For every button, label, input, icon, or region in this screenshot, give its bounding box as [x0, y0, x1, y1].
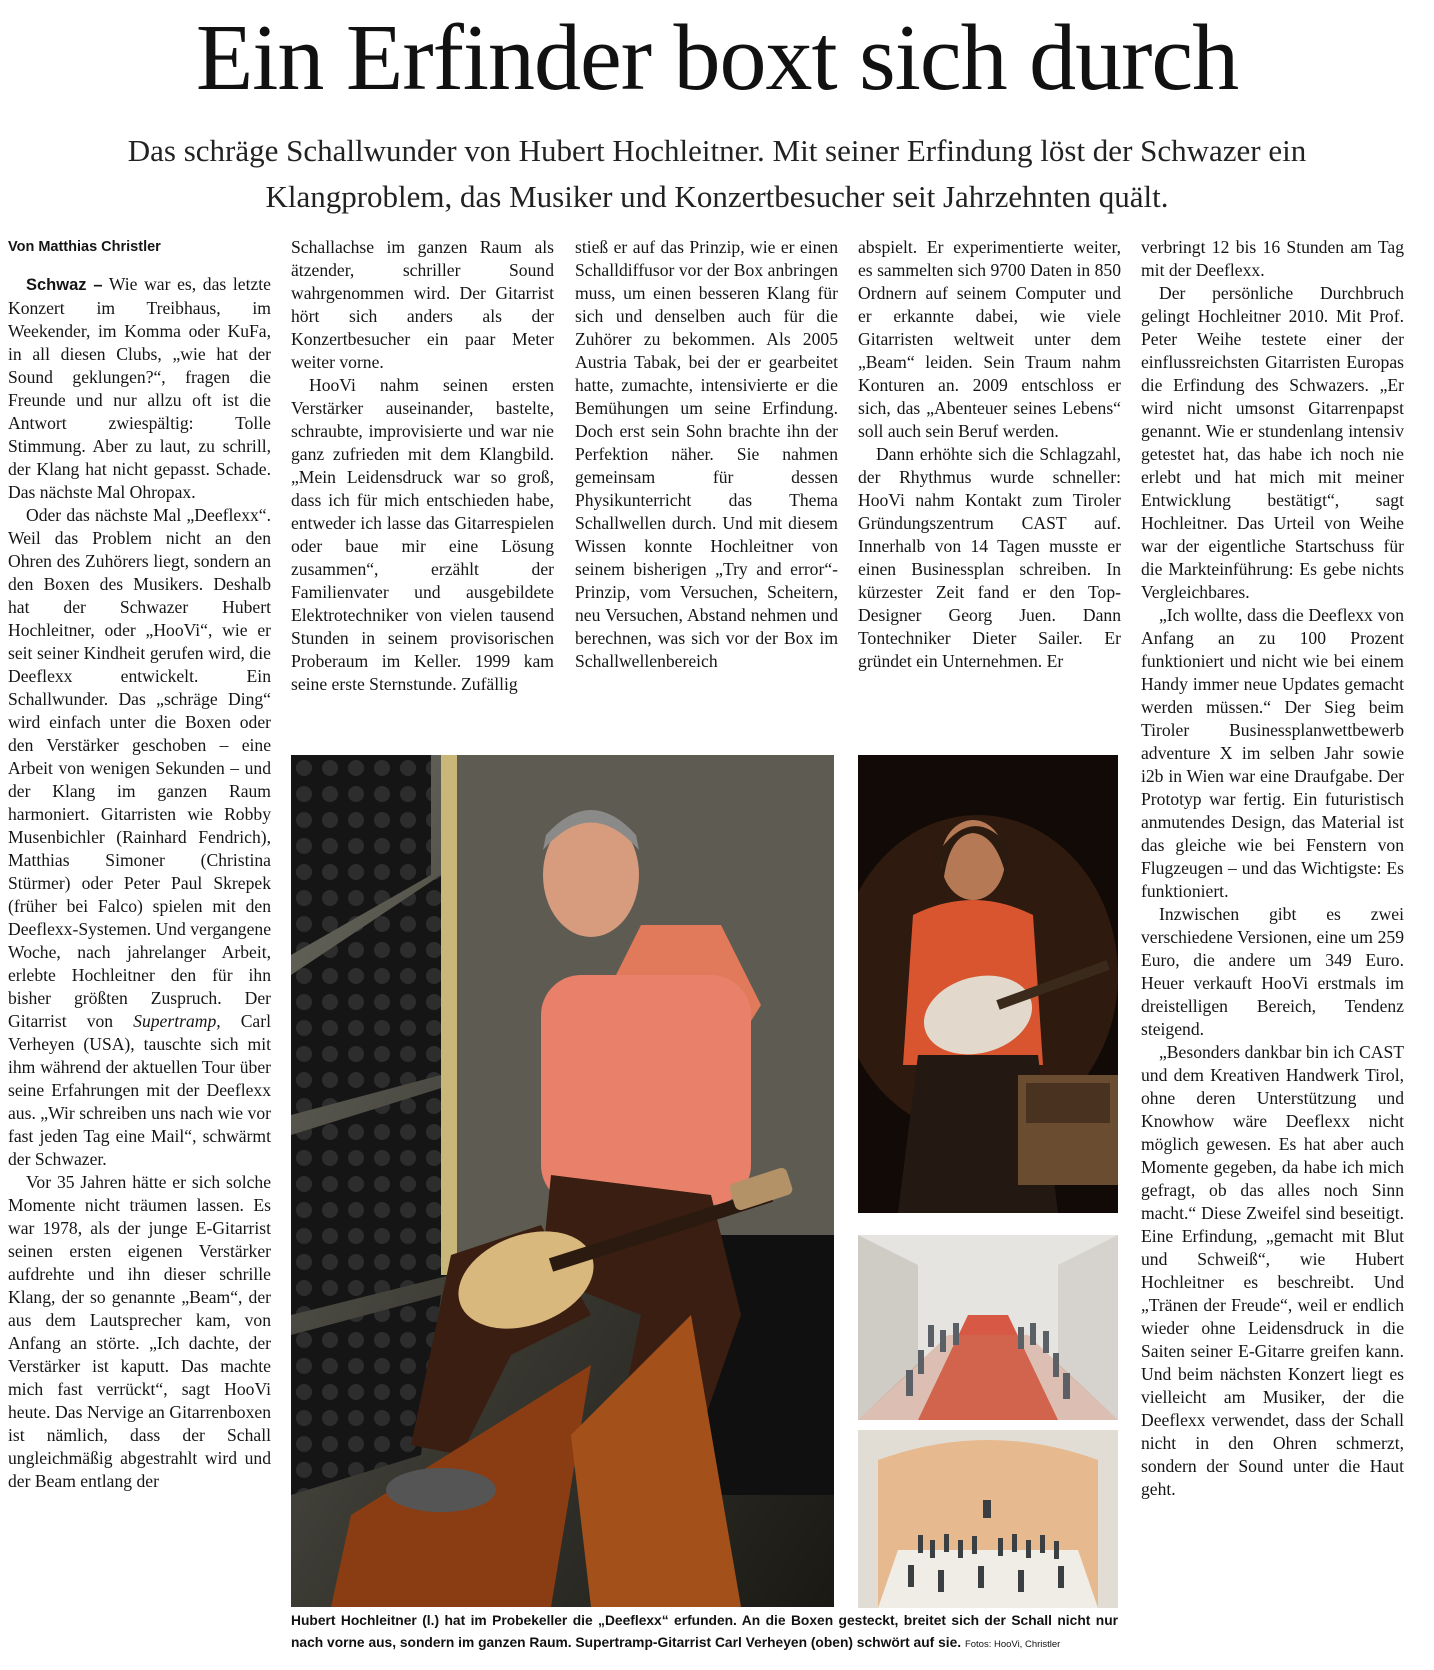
paragraph: Der persönliche Durchbruch gelingt Hochleitner 2010. Mit Prof. Peter Weihe testete einer der einflussreichsten Gitarristen Europas die Erfindung des Schwazers. „Er wird nicht umsonst Gitarrenpapst genannt. Wie er stundenlang intensiv getestet hat, das habe ich noch nie erlebt und hat mich mit meiner Entwicklung bestätigt“, sagt Hochleitner. Das Urteil von Weihe war der eigentliche Startschuss für die Markteinführung: Es gebe nichts Vergleichbares.	[1141, 283, 1404, 602]
paragraph: Inzwischen gibt es zwei verschiedene Versionen, eine um 259 Euro, die andere um 349 Euro. Heuer verkauft HooVi erstmals im dreistelligen Bereich, Tendenz steigend.	[1141, 904, 1404, 1039]
paragraph-text: Wie war es, das letzte Konzert im Treibhaus, im Weekender, im Komma oder KuFa, in all diesen Clubs, „wie hat der Sound geklungen?“, fragen die Freunde und nur allzu oft ist die Antwort zwiespältig: Tolle Stimmung. Aber zu laut, zu schrill, der Klang hat nicht gepasst. Schade. Das nächste Mal Ohropax.	[8, 274, 271, 502]
paragraph: „Ich wollte, dass die Deeflexx von Anfang an zu 100 Prozent funktioniert und nicht wie bei einem Handy immer neue Updates gemacht werden müssen.“ Der Sieg beim Tiroler Businessplanwettbewerb adventure X im selben Jahr sowie i2b in Wien war eine Draufgabe. Der Prototyp war fertig. Ein futuristisch anmutendes Design, das Material ist das gleiche wie bei Fenstern von Flugzeugen – und das Wichtigste: Es funktioniert.	[1141, 605, 1404, 901]
band-name: Supertramp,	[133, 1011, 221, 1031]
paragraph-text: Carl Verheyen (USA), tauschte sich mit ihm während der aktuellen Tour über seine Erfahrungen mit der Deeflexx aus. „Wir schreiben uns nach wie vor fast jeden Tag eine Mail“, schwärmt der Schwazer.	[8, 1011, 271, 1169]
paragraph	[8, 504, 271, 1171]
article-column-5	[1141, 236, 1404, 1501]
article-column-4	[858, 236, 1121, 673]
headline: Ein Erfinder boxt sich durch	[195, 6, 1239, 110]
paragraph: HooVi nahm seinen ersten Verstärker auseinander, bastelte, schraubte, improvisierte und war nie ganz zufrieden mit dem Klangbild. „Mein Leidensdruck war so groß, dass ich für mich entschieden habe, entweder ich lasse das Gitarrespielen oder baue mir eine Lösung zusammen“, erzählt der Familienvater und ausgebildete Elektrotechniker von vielen tausend Stunden in seinem provisorischen Proberaum im Keller. 1999 kam seine erste Sternstunde. Zufällig	[291, 375, 554, 694]
paragraph: stieß er auf das Prinzip, wie er einen Schalldiffusor vor der Box anbringen muss, um einen besseren Klang für sich und denselben auch für die Zuhörer zu bekommen. Als 2005 Austria Tabak, bei der er gearbeitet hatte, zumachte, intensivierte er die Bemühungen um seine Erfindung. Doch erst sein Sohn brachte ihn der Perfektion näher. Sie nahmen gemeinsam für dessen Physikunterricht das Thema Schallwellen durch. Und mit diesem Wissen konnte Hochleitner von seinem bisherigen „Try and error“-Prinzip, vom Versuchen, Scheitern, neu Versuchen, Abstand nehmen und berechnen, was sich vor der Box im Schallwellenbereich	[575, 237, 838, 671]
photo-credit: Fotos: HooVi, Christler	[964, 1639, 1061, 1650]
stage-guitarist-photo	[858, 755, 1118, 1213]
paragraph: verbringt 12 bis 16 Stunden am Tag mit der Deeflexx.	[1141, 237, 1404, 280]
paragraph: Schallachse im ganzen Raum als ätzender, schriller Sound wahrgenommen wird. Der Gitarrist hört sich anders als der Konzertbesucher ein paar Meter weiter vorne.	[291, 237, 554, 372]
concert-hall-render	[858, 1430, 1118, 1608]
paragraph: abspielt. Er experimentierte weiter, es sammelten sich 9700 Daten in 850 Ordnern auf seinem Computer und er erkannte dabei, wie viele Gitarristen weltweit unter dem „Beam“ leiden. Sein Traum nahm Konturen an. 2009 entschloss er sich, das „Abenteuer seines Lebens“ soll auch sein Beruf werden.	[858, 237, 1121, 441]
dateline-location: Schwaz –	[26, 276, 103, 294]
paragraph: Vor 35 Jahren hätte er sich solche Momente nicht träumen lassen. Es war 1978, als der junge E-Gitarrist seinen ersten eigenen Verstärker aufdrehte und ihn dieser schrille Klang, der so genannte „Beam“, der aus dem Lautsprecher kam, von Anfang an störte. „Ich dachte, der Verstärker ist kaputt. Das machte mich fast verrückt“, sagt HooVi heute. Das Nervige an Gitarrenboxen ist nämlich, dass der Schall ungleichmäßig abgestrahlt wird und der Beam entlang der	[8, 1172, 271, 1491]
subhead: Das schräge Schallwunder von Hubert Hochleitner. Mit seiner Erfindung löst der Schwazer ein Klangproblem, das Musiker und Konzertbesucher seit Jahrzehnten quält.	[127, 133, 1307, 214]
byline: Von Matthias Christler	[8, 239, 161, 255]
paragraph	[8, 273, 271, 504]
paragraph: „Besonders dankbar bin ich CAST und dem Kreativen Handwerk Tirol, ohne deren Unterstützung und Knowhow wäre Deeflexx nicht möglich gewesen. Es hat aber auch Momente gegeben, da habe ich mich gefragt, ob das alles noch Sinn macht.“ Diese Zweifel sind beseitigt. Eine Erfindung, „gemacht mit Blut und Schweiß“, wie Hubert Hochleitner es beschreibt. Und „Tränen der Freude“, weil er endlich wieder ohne Leidensdruck in die Saiten seiner E-Gitarre greifen kann. Und beim nächsten Konzert liegt es vielleicht am Musiker, der die Deeflexx verwendet, dass der Schall nicht in den Ohren schmerzt, sondern der Sound unter die Haut geht.	[1141, 1042, 1404, 1499]
inventor-guitar-photo	[291, 755, 834, 1607]
paragraph-text: Oder das nächste Mal „Deeflexx“. Weil das Problem nicht an den Ohren des Zuhörers liegt, sondern an den Boxen des Musikers. Deshalb hat der Schwazer Hubert Hochleitner, oder „HooVi“, wie er seit seiner Kindheit gerufen wird, die Deeflexx entwickelt. Ein Schallwunder. Das „schräge Ding“ wird einfach unter die Boxen oder den Verstärker geschoben – eine Arbeit von wenigen Sekunden – und der Klang im ganzen Raum harmoniert. Gitarristen wie Robby Musenbichler (Rainhard Fendrich), Matthias Simoner (Christina Stürmer) oder Peter Paul Skrepek (früher bei Falco) spielen mit den Deeflexx-Systemen. Und vergangene Woche, nach jahrelanger Arbeit, erlebte Hochleitner den für ihn bisher größten Zuspruch. Der Gitarrist von	[8, 505, 272, 1031]
article-column-2	[291, 236, 554, 696]
photo-caption	[291, 1610, 1118, 1656]
article-column-3	[575, 236, 838, 673]
sound-diffusion-render	[858, 1235, 1118, 1420]
article-column-1	[8, 236, 271, 1493]
caption-text: Hubert Hochleitner (l.) hat im Probekeller die „Deeflexx“ erfunden. An die Boxen gesteckt, breitet sich der Schall nicht nur nach vorne aus, sondern im ganzen Raum. Supertramp-Gitarrist Carl Verheyen (oben) schwört auf sie.	[291, 1613, 1118, 1650]
paragraph: Dann erhöhte sich die Schlagzahl, der Rhythmus wurde schneller: HooVi nahm Kontakt zum Tiroler Gründungszentrum CAST auf. Innerhalb von 14 Tagen musste er einen Businessplan schreiben. In kürzester Zeit fand er den Top-Designer Georg Juen. Dann Tontechniker Dieter Sailer. Er gründet ein Unternehmen. Er	[858, 444, 1121, 671]
